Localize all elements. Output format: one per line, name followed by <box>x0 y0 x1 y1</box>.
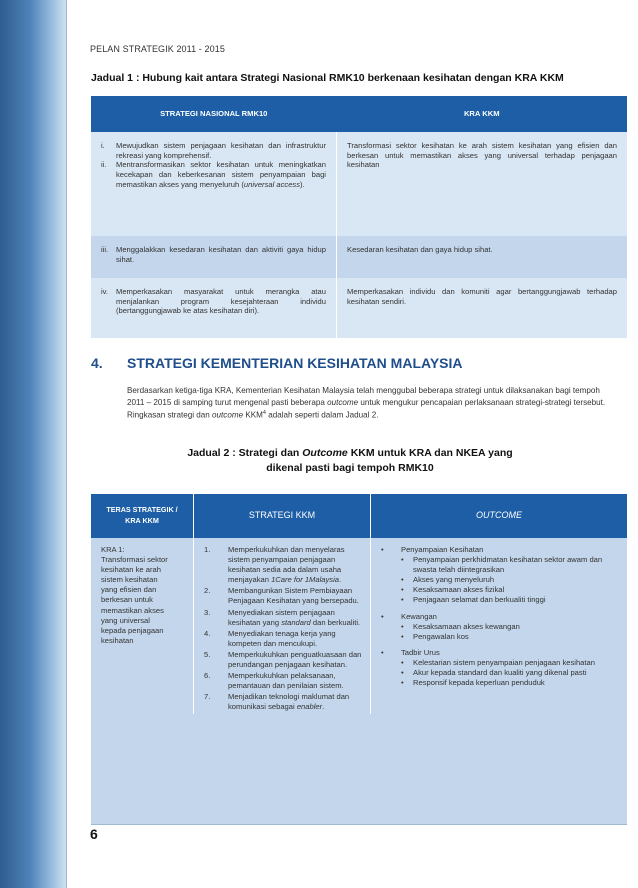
bullet-icon: • <box>401 668 404 678</box>
bullet-icon: • <box>401 585 404 595</box>
table1-col2-header: KRA KKM <box>337 96 628 132</box>
footer-divider <box>91 824 627 825</box>
table1-title: Jadual 1 : Hubung kait antara Strategi Nasional RMK10 berkenaan kesihatan dengan KRA KKM <box>91 72 564 84</box>
list-item: • Penyampaian perkhidmatan kesihatan sektor awam dan swasta telah diintegrasikan <box>401 555 603 575</box>
bullet-icon: • <box>381 647 384 657</box>
table-row <box>91 278 627 338</box>
list-item: • Akur kepada standard dan kualiti yang dikenal pasti <box>401 668 587 678</box>
table1-cell-strategy <box>91 236 337 278</box>
bullet-icon: • <box>401 575 404 585</box>
section-paragraph: Berdasarkan ketiga-tiga KRA, Kementerian Kesihatan Malaysia telah menggubal beberapa strategi untuk dilaksanakan bagi tempoh 2011 – 2015 di samping turut mengenal pasti beberapa outcome untuk mengukur pencapaian perlaksanaan strategi-strategi tersebut. Ringkasan strategi dan outcome KKM$^4$ adalah seperti dalam Jadual 2. <box>127 386 606 420</box>
list-item: 1. Memperkukuhkan dan menyelaras sistem penyampaian penjagaan kesihatan sedia ada dalam usaha menjayakan 1Care for 1Malaysia. <box>204 545 345 585</box>
list-item: • Kesaksamaan akses fizikal <box>401 585 505 595</box>
table2-kra-cell: KRA 1: Transformasi sektor kesihatan ke arah sistem kesihatan yang efisien dan berkesan untuk memastikan akses yang universal kepada penjagaan kesihatan <box>91 538 194 714</box>
outcome-group: • Penyampaian Kesihatan • Penyampaian perkhidmatan kesihatan sektor awam dan swasta telah diintegrasikan • Akses yang menyeluruh • Kesaksamaan akses fizikal • Penjagaan selamat dan berkualiti tinggi <box>377 545 621 606</box>
list-item: ii. Mentransformasikan sektor kesihatan untuk meningkatkan kecekapan dan keberkesanan sistem penyampaian bagi memastikan akses yang menyeluruh (universal access). <box>101 160 326 189</box>
table1-cell-kra: Transformasi sektor kesihatan ke arah sistem kesihatan yang efisien dan berkesan untuk memastikan akses yang universal terhadap penjagaan kesihatan <box>337 132 628 236</box>
list-item: 2. Membangunkan Sistem Pembiayaan Penjagaan Kesihatan yang bersepadu. <box>204 586 359 606</box>
list-item: 3. Menyediakan sistem penjagaan kesihatan yang standard dan berkualiti. <box>204 607 361 627</box>
list-item: • Akses yang menyeluruh <box>401 575 495 585</box>
bullet-icon: • <box>381 545 384 554</box>
table2-col3-header: OUTCOME <box>371 494 628 538</box>
section-number: 4. <box>91 355 103 371</box>
table-row <box>91 236 627 278</box>
table2-title: Jadual 2 : Strategi dan Outcome KKM untuk KRA dan NKEA yang dikenal pasti bagi tempoh RMK10 <box>187 447 513 475</box>
list-item: 6. Memperkukuhkan pelaksanaan, pemantauan dan penilaian sistem. <box>204 671 344 691</box>
table-row <box>91 538 627 714</box>
table1-cell-kra: Kesedaran kesihatan dan gaya hidup sihat. <box>337 236 628 278</box>
table1-col1-header: STRATEGI NASIONAL RMK10 <box>91 96 337 132</box>
list-item: • Pengawalan kos <box>401 631 469 641</box>
section-title: STRATEGI KEMENTERIAN KESIHATAN MALAYSIA <box>127 355 463 371</box>
page-number: 6 <box>90 826 98 842</box>
list-item: 4. Menyediakan tenaga kerja yang kompeten dan mencukupi. <box>204 628 336 648</box>
bullet-icon: • <box>401 657 404 667</box>
table2-outcome-cell <box>371 538 628 714</box>
left-bar-edge <box>66 0 67 888</box>
table2-strategy-cell <box>194 538 371 714</box>
table1-cell-kra: Memperkasakan individu dan komuniti agar bertanggungjawab terhadap kesihatan sendiri. <box>337 278 628 338</box>
bullet-icon: • <box>401 555 404 565</box>
bullet-icon: • <box>401 678 404 688</box>
table1 <box>91 96 627 338</box>
table2-container <box>91 494 627 824</box>
list-item: • Kesaksamaan akses kewangan <box>401 621 520 631</box>
table2-col2-header: STRATEGI KKM <box>194 494 371 538</box>
section-heading <box>91 355 463 371</box>
list-item: 5. Memperkukuhkan penguatkuasaan dan perundangan penjagaan kesihatan. <box>204 649 362 670</box>
table1-cell-strategy <box>91 132 337 236</box>
bullet-icon: • <box>381 611 384 621</box>
left-decorative-bar <box>0 0 66 888</box>
bullet-icon: • <box>401 621 404 631</box>
outcome-group: • Tadbir Urus • Kelestarian sistem penyampaian penjagaan kesihatan • Akur kepada standard dan kualiti yang dikenal pasti • Responsif kepada keperluan penduduk <box>377 648 621 688</box>
list-item: • Penjagaan selamat dan berkualiti tinggi <box>401 595 546 605</box>
list-item: 7. Menjadikan teknologi maklumat dan komunikasi sebagai enabler. <box>204 692 350 712</box>
bullet-icon: • <box>401 595 404 605</box>
list-item: i. Mewujudkan sistem penjagaan kesihatan dan infrastruktur rekreasi yang komprehensif. <box>101 141 326 160</box>
running-title: PELAN STRATEGIK 2011 - 2015 <box>90 44 225 54</box>
table1-header-row <box>91 96 627 132</box>
table2-col1-header: TERAS STRATEGIK / KRA KKM <box>91 494 194 538</box>
list-item: iv. Memperkasakan masyarakat untuk merangka atau menjalankan program kesejahteraan individu (bertanggungjawab ke atas kesihatan diri). <box>101 287 326 316</box>
table-row <box>91 132 627 236</box>
table2 <box>91 494 627 714</box>
table1-cell-strategy <box>91 278 337 338</box>
outcome-group: • Kewangan • Kesaksamaan akses kewangan • Pengawalan kos <box>377 612 621 642</box>
list-item: iii. Menggalakkan kesedaran kesihatan dan aktiviti gaya hidup sihat. <box>101 245 326 264</box>
table2-header-row <box>91 494 627 538</box>
list-item: • Kelestarian sistem penyampaian penjagaan kesihatan <box>401 657 595 667</box>
list-item: • Responsif kepada keperluan penduduk <box>401 678 545 688</box>
bullet-icon: • <box>401 631 404 641</box>
